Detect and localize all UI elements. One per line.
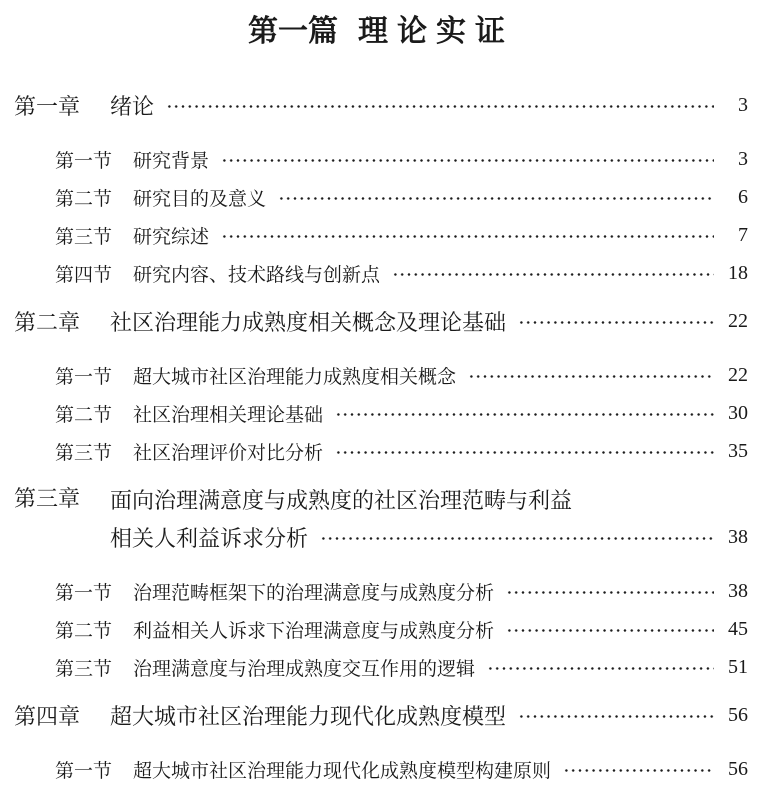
part-title-text: 理论实证 bbox=[358, 15, 514, 48]
entry-title: 超大城市社区治理能力成熟度相关概念 bbox=[133, 366, 457, 388]
entry-page: 6 bbox=[738, 185, 748, 208]
part-title bbox=[14, 14, 748, 50]
entry-number: 第四节 bbox=[55, 264, 113, 286]
dot-leader bbox=[166, 104, 714, 109]
toc-entry-section bbox=[14, 610, 748, 648]
entry-page: 35 bbox=[728, 439, 748, 462]
entry-page: 38 bbox=[728, 579, 748, 602]
dot-leader bbox=[221, 234, 714, 239]
entry-title: 研究目的及意义 bbox=[133, 188, 267, 210]
dot-leader bbox=[518, 320, 714, 325]
dot-leader bbox=[392, 272, 714, 277]
toc-entry-section bbox=[14, 254, 748, 292]
entry-page: 3 bbox=[738, 147, 748, 170]
entry-number: 第三节 bbox=[55, 658, 113, 680]
entry-number: 第一节 bbox=[55, 150, 113, 172]
entry-page: 51 bbox=[728, 655, 748, 678]
entry-title: 社区治理能力成熟度相关概念及理论基础 bbox=[110, 309, 507, 335]
entry-title: 绪论 bbox=[110, 93, 155, 119]
entry-number: 第二节 bbox=[55, 620, 113, 642]
dot-leader bbox=[335, 412, 714, 417]
entry-title: 社区治理评价对比分析 bbox=[133, 442, 324, 464]
entry-page: 45 bbox=[728, 617, 748, 640]
entry-title-line1: 面向治理满意度与成熟度的社区治理范畴与利益 bbox=[110, 487, 573, 513]
toc-entry-section bbox=[14, 648, 748, 686]
entry-number: 第二节 bbox=[55, 404, 113, 426]
entry-number: 第一章 bbox=[14, 93, 81, 119]
toc-entry-chapter bbox=[14, 302, 748, 340]
entry-page: 22 bbox=[728, 309, 748, 332]
entry-number: 第二章 bbox=[14, 309, 81, 335]
entry-number: 第一节 bbox=[55, 366, 113, 388]
entry-page: 30 bbox=[728, 401, 748, 424]
entry-number: 第三章 bbox=[14, 486, 81, 511]
dot-leader bbox=[506, 628, 714, 633]
toc-entry-chapter bbox=[14, 86, 748, 124]
entry-number: 第三节 bbox=[55, 442, 113, 464]
entry-title: 社区治理相关理论基础 bbox=[133, 404, 324, 426]
entry-page: 56 bbox=[728, 703, 748, 726]
entry-number: 第四章 bbox=[14, 703, 81, 729]
entry-page: 22 bbox=[728, 363, 748, 386]
dot-leader bbox=[221, 158, 714, 163]
entry-title: 治理满意度与治理成熟度交互作用的逻辑 bbox=[133, 658, 476, 680]
entry-title: 研究背景 bbox=[133, 150, 210, 172]
dot-leader bbox=[278, 196, 714, 201]
toc-entry-section bbox=[14, 140, 748, 178]
entry-number: 第三节 bbox=[55, 226, 113, 248]
dot-leader bbox=[487, 666, 714, 671]
toc-entry-section bbox=[14, 572, 748, 610]
entry-title: 超大城市社区治理能力现代化成熟度模型 bbox=[110, 703, 507, 729]
entry-title: 研究综述 bbox=[133, 226, 210, 248]
dot-leader bbox=[468, 374, 714, 379]
toc-entry-chapter bbox=[14, 696, 748, 734]
part-title-number: 第一篇 bbox=[248, 15, 338, 48]
entry-page: 7 bbox=[738, 223, 748, 246]
dot-leader bbox=[320, 536, 714, 541]
entry-title: 研究内容、技术路线与创新点 bbox=[133, 264, 381, 286]
dot-leader bbox=[506, 590, 714, 595]
entry-number: 第一节 bbox=[55, 760, 113, 782]
dot-leader bbox=[335, 450, 714, 455]
entry-title: 利益相关人诉求下治理满意度与成熟度分析 bbox=[133, 620, 495, 642]
toc-entry-section bbox=[14, 750, 748, 788]
toc-entry-section bbox=[14, 216, 748, 254]
entry-page: 18 bbox=[728, 261, 748, 284]
entry-number: 第一节 bbox=[55, 582, 113, 604]
entry-title-wrap bbox=[110, 480, 748, 556]
entry-page: 38 bbox=[728, 525, 748, 548]
toc-entry-chapter bbox=[14, 480, 748, 556]
entry-title-line1-row bbox=[110, 480, 748, 518]
toc-entry-section bbox=[14, 356, 748, 394]
entry-page: 3 bbox=[738, 93, 748, 116]
entry-title: 治理范畴框架下的治理满意度与成熟度分析 bbox=[133, 582, 495, 604]
toc-entry-section bbox=[14, 394, 748, 432]
entry-number: 第二节 bbox=[55, 188, 113, 210]
toc-entry-section bbox=[14, 178, 748, 216]
entry-title-line2-row bbox=[110, 518, 748, 556]
entry-title-line2: 相关人利益诉求分析 bbox=[110, 525, 309, 551]
toc-entry-section bbox=[14, 432, 748, 470]
dot-leader bbox=[563, 768, 714, 773]
dot-leader bbox=[518, 714, 714, 719]
entry-page: 56 bbox=[728, 757, 748, 780]
entry-title: 超大城市社区治理能力现代化成熟度模型构建原则 bbox=[133, 760, 552, 782]
